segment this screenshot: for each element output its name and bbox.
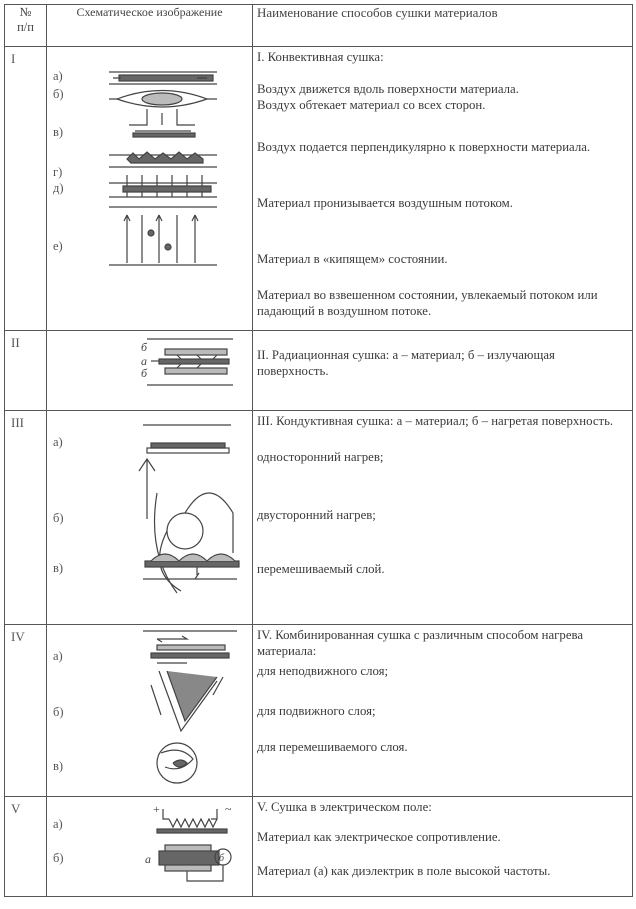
letter-g: г) — [53, 165, 63, 179]
convective-drying-diagram — [47, 47, 253, 331]
letter-b: б) — [53, 851, 64, 865]
section-title: I. Конвективная сушка: — [257, 50, 384, 64]
letter-a: а) — [53, 69, 63, 83]
row-number: III — [5, 411, 47, 625]
combined-drying-diagram — [47, 625, 253, 797]
table-row-conductive — [5, 411, 633, 625]
label-tilde: ~ — [225, 802, 232, 816]
electric-drying-diagram — [47, 797, 253, 897]
schematic-convective — [47, 47, 253, 331]
letter-e: е) — [53, 239, 63, 253]
header-methods: Наименование способов сушки материалов — [253, 5, 633, 47]
row-number: IV — [5, 625, 47, 797]
desc-line: перемешиваемый слой. — [257, 562, 385, 576]
label-b-bottom: б — [141, 366, 148, 380]
letter-a: а) — [53, 435, 63, 449]
letter-a: а) — [53, 649, 63, 663]
desc-line: Материал как электрическое сопротивление. — [257, 830, 501, 844]
letter-b: б) — [53, 87, 64, 101]
row-number: V — [5, 797, 47, 897]
desc-line: односторонний нагрев; — [257, 450, 384, 464]
desc-line: Воздух подается перпендикулярно к поверхности материала. — [257, 140, 591, 154]
letter-b: б) — [53, 511, 64, 525]
desc-line: Материал пронизывается воздушным потоком. — [257, 196, 513, 210]
letter-v: в) — [53, 125, 64, 139]
desc-line: Воздух обтекает материал со всех сторон. — [257, 98, 486, 112]
table-row-convective — [5, 47, 633, 331]
description-convective — [253, 47, 633, 331]
table-row-electric — [5, 797, 633, 897]
letter-d: д) — [53, 181, 64, 195]
label-a: а — [141, 354, 147, 368]
desc-line: для подвижного слоя; — [257, 704, 376, 718]
section-title: III. Кондуктивная сушка: а – материал; б – нагретая поверхность. — [257, 414, 614, 428]
letter-v: в) — [53, 759, 64, 773]
schematic-radiation — [47, 331, 253, 411]
description-combined — [253, 625, 633, 797]
letter-v: в) — [53, 561, 64, 575]
table-row-combined — [5, 625, 633, 797]
label-b: б — [219, 853, 225, 864]
schematic-electric — [47, 797, 253, 897]
section-title: V. Сушка в электрическом поле: — [257, 800, 432, 814]
schematic-combined — [47, 625, 253, 797]
desc-line: Материал во взвешенном состоянии, увлекаемый потоком или падающий в воздушном потоке. — [257, 288, 598, 318]
label-b-top: б — [141, 340, 148, 354]
radiation-drying-diagram — [47, 331, 253, 411]
desc-line: для неподвижного слоя; — [257, 664, 389, 678]
desc-line: Материал в «кипящем» состоянии. — [257, 252, 448, 266]
description-electric — [253, 797, 633, 897]
header-num: № п/п — [5, 5, 47, 47]
desc-line: Материал (а) как диэлектрик в поле высокой частоты. — [257, 864, 551, 878]
label-a: а — [145, 852, 151, 866]
table-row-radiation — [5, 331, 633, 411]
section-title: IV. Комбинированная сушка с различным способом нагрева материала: — [257, 628, 584, 658]
description-radiation — [253, 331, 633, 411]
desc-line: двусторонний нагрев; — [257, 508, 376, 522]
desc-line: для перемешиваемого слоя. — [257, 740, 408, 754]
desc-line: Воздух движется вдоль поверхности материала. — [257, 82, 519, 96]
schematic-conductive — [47, 411, 253, 625]
table-header-row — [5, 5, 633, 47]
letter-b: б) — [53, 705, 64, 719]
description-conductive — [253, 411, 633, 625]
letter-a: а) — [53, 817, 63, 831]
row-number: II — [5, 331, 47, 411]
drying-methods-table — [4, 4, 633, 897]
row-number: I — [5, 47, 47, 331]
conductive-drying-diagram — [47, 411, 253, 625]
section-title: II. Радиационная сушка: а – материал; б – излучающая поверхность. — [257, 348, 555, 378]
label-plus: + — [153, 802, 160, 816]
header-schematic: Схематическое изображение — [47, 5, 253, 47]
